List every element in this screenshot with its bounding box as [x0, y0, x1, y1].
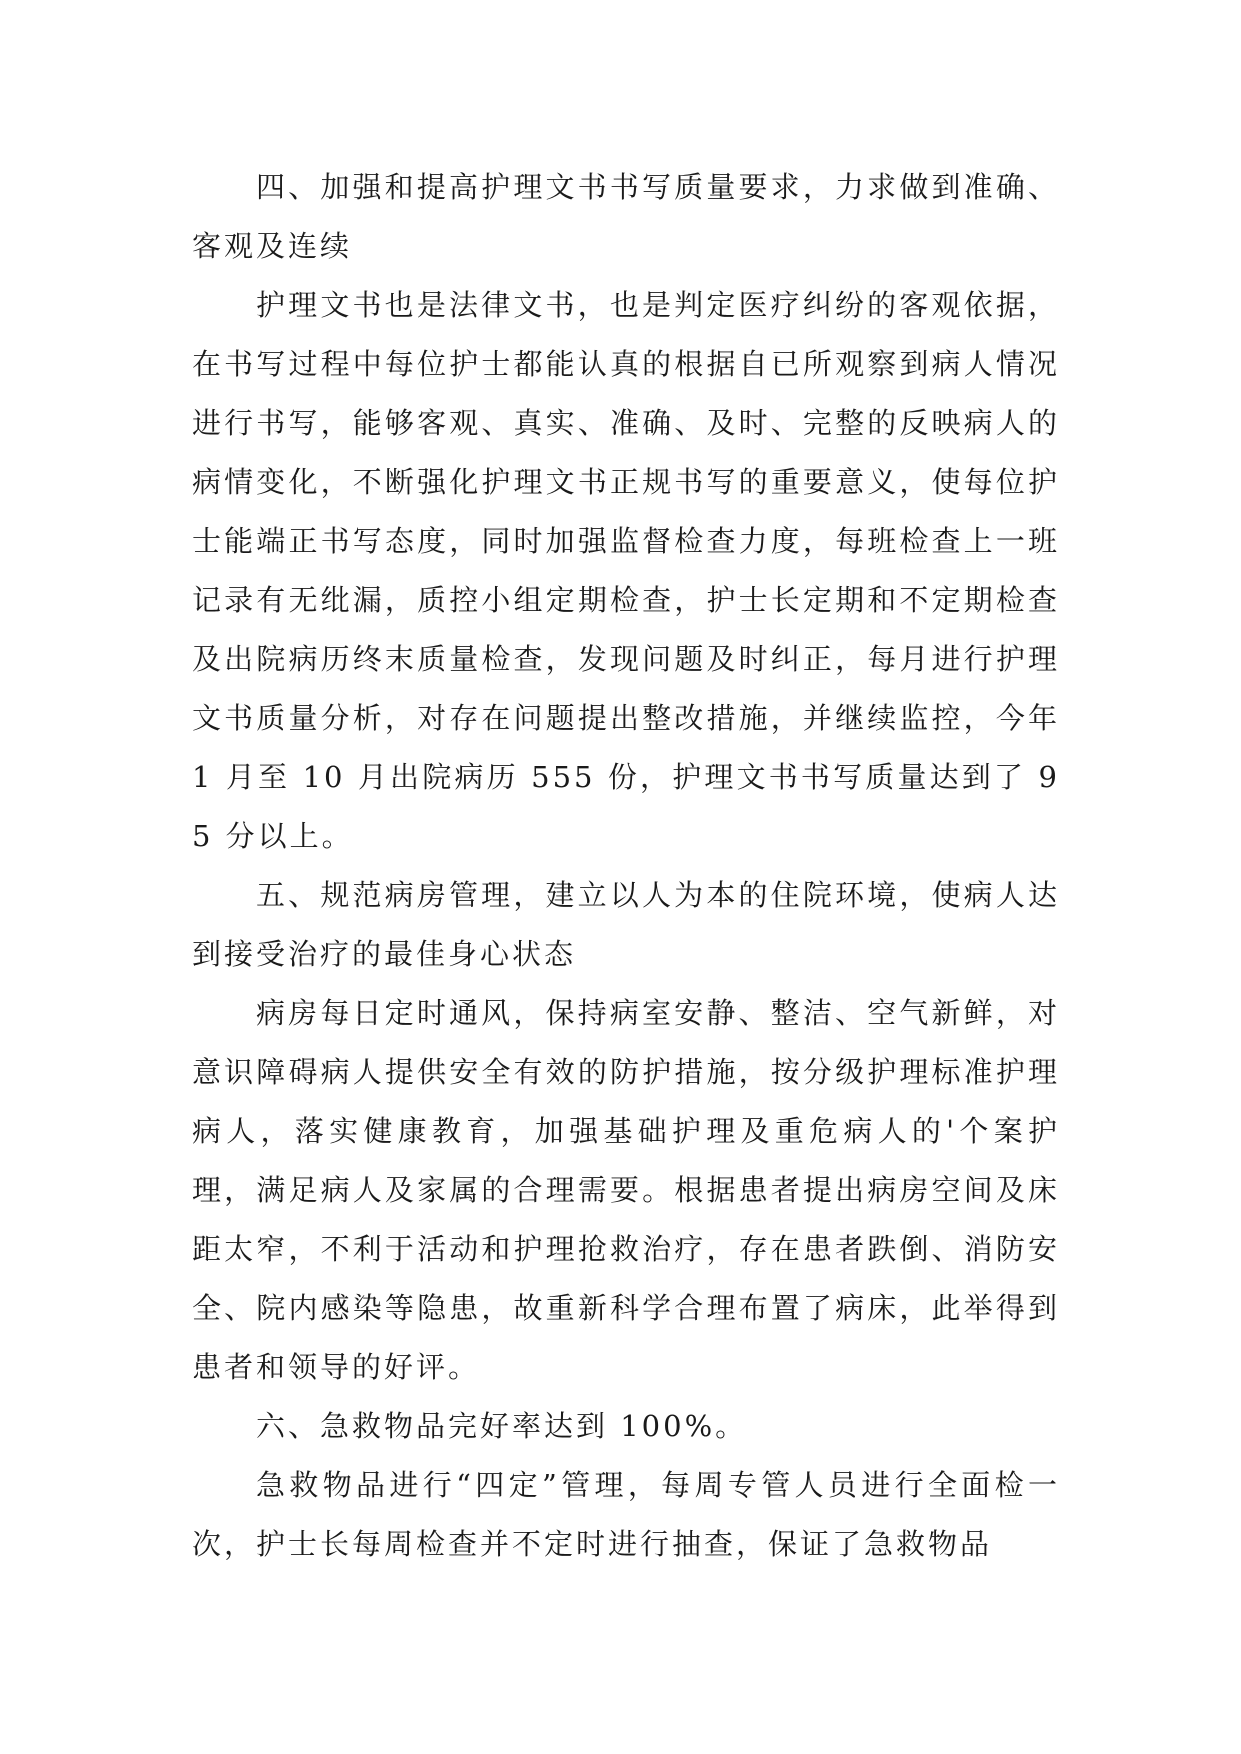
- section-heading-6: 六、急救物品完好率达到 100%。: [256, 1409, 748, 1443]
- document-body: [192, 158, 1060, 1574]
- paragraph-nursing-documents: 护理文书也是法律文书，也是判定医疗纠纷的客观依据，在书写过程中每位护士都能认真的根据自已所观察到病人情况进行书写，能够客观、真实、准确、及时、完整的反映病人的病情变化，不断强化护理文书正规书写的重要意义，使每位护士能端正书写态度，同时加强监督检查力度，每班检查上一班记录有无纰漏，质控小组定期检查，护士长定期和不定期检查及出院病历终末质量检查，发现问题及时纠正，每月进行护理文书质量分析，对存在问题提出整改措施，并继续监控，今年 1 月至 10 月出院病历 555 份，护理文书书写质量达到了 95 分以上。: [192, 288, 1060, 853]
- section-heading-4: 四、加强和提高护理文书书写质量要求，力求做到准确、客观及连续: [192, 170, 1060, 263]
- section-heading-5: 五、规范病房管理，建立以人为本的住院环境，使病人达到接受治疗的最佳身心状态: [192, 878, 1060, 971]
- paragraph-emergency-supplies: 急救物品进行“四定”管理，每周专管人员进行全面检一次，护士长每周检查并不定时进行抽查，保证了急救物品: [192, 1468, 1060, 1561]
- paragraph-ward-management: 病房每日定时通风，保持病室安静、整洁、空气新鲜，对意识障碍病人提供安全有效的防护措施，按分级护理标准护理病人，落实健康教育，加强基础护理及重危病人的'个案护理，满足病人及家属的合理需要。根据患者提出病房空间及床距太窄，不利于活动和护理抢救治疗，存在患者跌倒、消防安全、院内感染等隐患，故重新科学合理布置了病床，此举得到患者和领导的好评。: [192, 996, 1060, 1384]
